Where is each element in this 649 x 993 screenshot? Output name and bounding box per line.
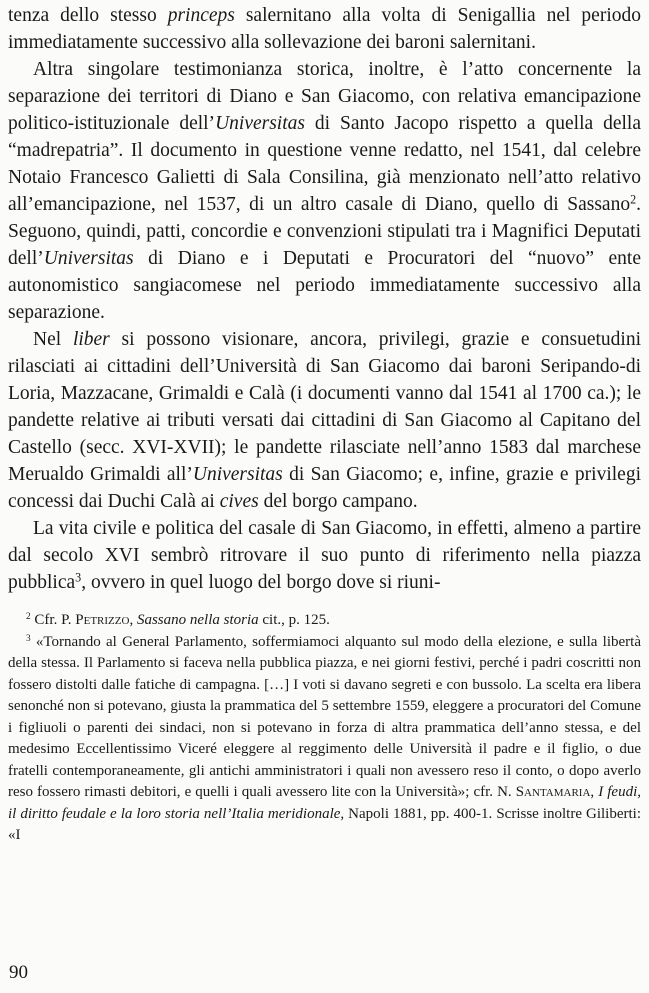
footnote (8, 610, 641, 632)
italic-text: I feudi, il diritto feudale e la loro storia nell’Italia meridionale (8, 784, 642, 822)
page (8, 2, 641, 847)
paragraph (8, 56, 641, 326)
text-run: di Diano e i Deputati e Procuratori del “nuovo” ente autonomistico sangiacomese nel periodo immediatamente successivo alla separazione. (8, 248, 641, 323)
text-run: di Santo Jacopo rispetto a quella della “madrepatria”. Il documento in questione venne redatto, nel 1541, dal celebre Notaio Francesco Galietti di Sala Consilina, già menzionato nell’atto relativo all’emancipazione, nel 1537, di un altro casale di Diano, quello di Sassano (8, 113, 641, 215)
italic-text: princeps (167, 5, 235, 26)
italic-text: Sassano nella storia (136, 612, 259, 628)
text-run: , Napoli 1881, pp. 400-1. Scrisse inoltre Giliberti: «I (8, 805, 641, 843)
author-name: Santamaria (515, 784, 591, 800)
italic-text: cives (219, 491, 259, 512)
text-run: del borgo campano. (258, 491, 418, 512)
italic-text: Universitas (43, 248, 134, 269)
text-run: , ovvero in quel luogo del borgo dove si riuni- (81, 572, 441, 593)
text-run: Altra singolare testimonianza storica, inoltre, è l’atto concernente la separazione dei territori di Diano e San Giacomo, con relativa emancipazione politico-istituzionale dell’ (8, 59, 641, 134)
paragraph (8, 2, 641, 56)
note-ref: 3 (26, 633, 31, 644)
text-run: Cfr. P. (30, 612, 76, 628)
text-run: si possono visionare, ancora, privilegi, grazie e consuetudini rilasciati ai cittadini dell’Università di San Giacomo dai baroni Seripando-di Loria, Mazzacane, Grimaldi e Calà (i documenti vanno dal 1541 al 1700 ca.); le pandette relative ai tributi versati dai cittadini di San Giacomo al Capitano del Castello (secc. XVI-XVII); le pandette rilasciate nell’anno 1583 dal marchese Merualdo Grimaldi all’ (8, 329, 642, 485)
italic-text: Universitas (215, 113, 305, 134)
footnotes (8, 610, 641, 847)
text-run: cit., p. 125. (258, 612, 330, 628)
text-run: , (129, 612, 137, 628)
italic-text: Universitas (192, 464, 283, 485)
paragraph (8, 515, 641, 596)
page-number: 90 (9, 962, 28, 983)
text-run: tenza dello stesso (8, 5, 168, 26)
body-text (8, 2, 641, 596)
text-run: «Tornando al General Parlamento, soffermiamoci alquanto sul modo della elezione, e sulla libertà della stessa. Il Parlamento si faceva nella pubblica piazza, e nei giorni festivi, perché i padri coscritti non fossero distolti dalle fatiche di campagna. […] I voti si davano segreti e con bussolo. La scelta era libera senonché non si potevano, giusta la prammatica del 5 settembre 1559, eleggere a procuratori del Comune i figliuoli o parenti dei sindaci, non si potevano in forza di altra prammatica dell’anno stessa, e del medesimo Eccellentissimo Viceré eleggere al reggimento delle Università il padre e il figlio, o due fratelli contemporaneamente, gli antichi amministratori i quali non avessero reso il conto, o dopo averlo reso fossero rimasti debitori, e quelli i quali avessero lite con la Università»; cfr. N. (8, 633, 641, 800)
text-run: Nel (33, 329, 73, 350)
text-run: salernitano alla volta di Senigallia nel periodo immediatamente successivo alla sollevazione dei baroni salernitani. (8, 5, 641, 53)
italic-text: liber (72, 329, 110, 350)
text-run: La vita civile e politica del casale di San Giacomo, in effetti, almeno a partire dal secolo XVI sembrò ritrovare il suo punto di riferimento nella piazza pubblica (8, 518, 641, 593)
author-name: Petrizzo (75, 612, 130, 628)
text-run: di San Giacomo; e, infine, grazie e privilegi concessi dai Duchi Calà ai (8, 464, 641, 512)
footnote (8, 632, 641, 847)
paragraph (8, 326, 641, 515)
text-run: , (590, 784, 599, 800)
text-run: . Seguono, quindi, patti, concordie e convenzioni stipulati tra i Magnifici Deputati dell’ (8, 194, 641, 269)
note-ref: 2 (26, 611, 31, 622)
note-ref: 3 (75, 570, 82, 585)
note-ref: 2 (630, 192, 637, 207)
